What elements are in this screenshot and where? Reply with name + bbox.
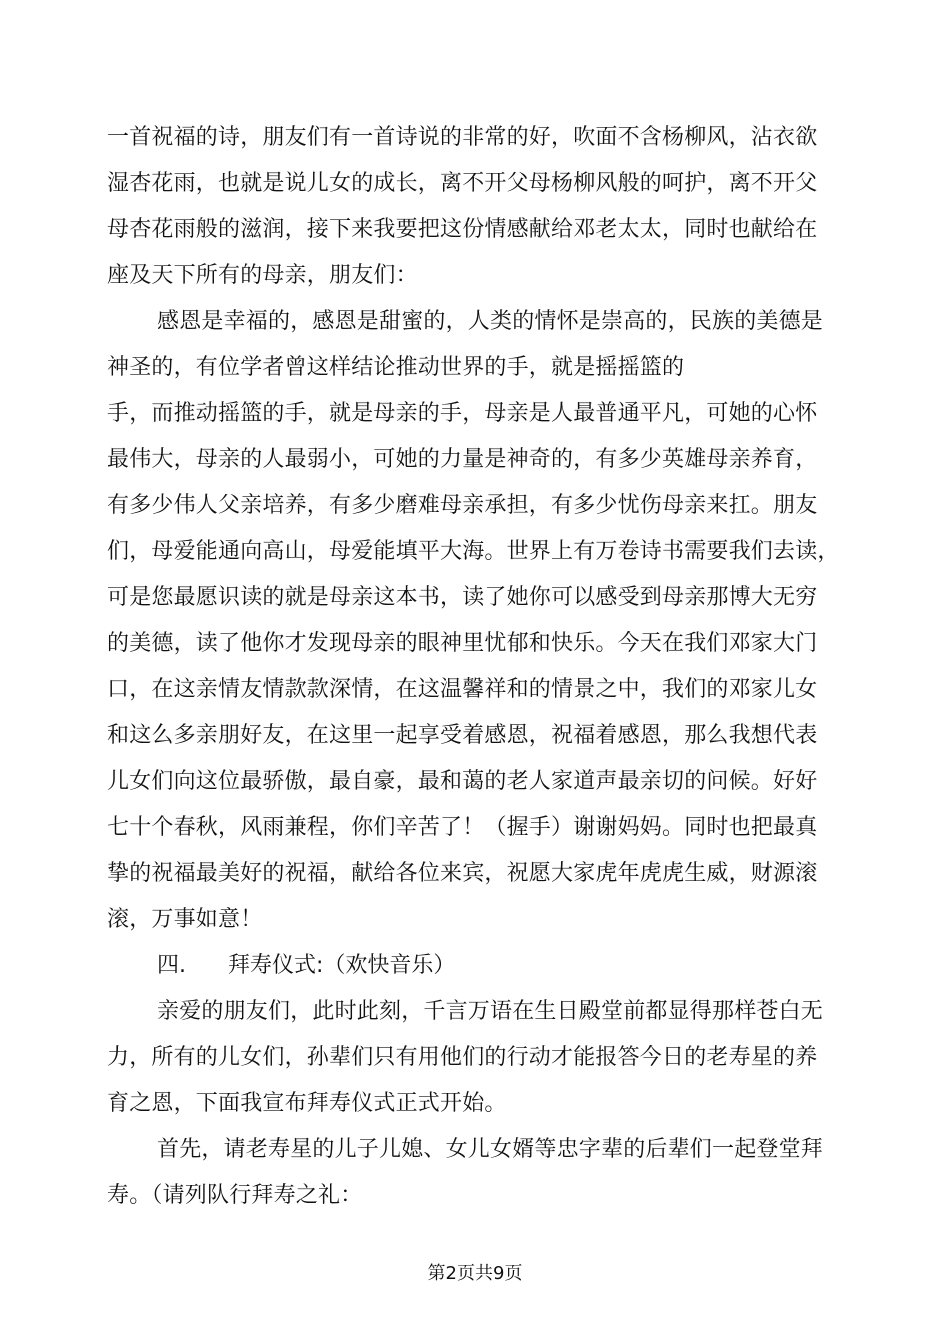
text-line: 可是您最愿识读的就是母亲这本书，读了她你可以感受到母亲那博大无穷 bbox=[107, 585, 818, 610]
text-line: 的美德，读了他你才发现母亲的眼神里忧郁和快乐。今天在我们邓家大门 bbox=[107, 631, 818, 656]
text-line: 儿女们向这位最骄傲，最自豪，最和蔼的老人家道声最亲切的问候。好好 bbox=[107, 769, 818, 794]
text-line: 母杏花雨般的滋润，接下来我要把这份情感献给邓老太太，同时也献给在 bbox=[107, 217, 818, 242]
text-line: 和这么多亲朋好友，在这里一起享受着感恩，祝福着感恩，那么我想代表 bbox=[107, 723, 818, 748]
text-line: 神圣的，有位学者曾这样结论推动世界的手，就是摇摇篮的 bbox=[107, 355, 685, 380]
text-line: 滚，万事如意！ bbox=[107, 907, 263, 932]
section-title: 拜寿仪式:（欢快音乐） bbox=[228, 953, 456, 978]
text-line: 育之恩，下面我宣布拜寿仪式正式开始。 bbox=[107, 1091, 507, 1116]
text-line: 七十个春秋，风雨兼程，你们辛苦了！（握手）谢谢妈妈。同时也把最真 bbox=[107, 815, 818, 840]
paragraph-start-line: 亲爱的朋友们，此时此刻，千言万语在生日殿堂前都显得那样苍白无 bbox=[157, 999, 824, 1024]
text-line: 最伟大，母亲的人最弱小，可她的力量是神奇的，有多少英雄母亲养育， bbox=[107, 447, 818, 472]
text-line: 们，母爱能通向高山，母爱能填平大海。世界上有万卷诗书需要我们去读， bbox=[107, 539, 840, 564]
text-line: 口，在这亲情友情款款深情，在这温馨祥和的情景之中，我们的邓家儿女 bbox=[107, 677, 818, 702]
text-line: 挚的祝福最美好的祝福，献给各位来宾，祝愿大家虎年虎虎生威，财源滚 bbox=[107, 861, 818, 886]
text-line: 湿杏花雨，也就是说儿女的成长，离不开父母杨柳风般的呵护，离不开父 bbox=[107, 171, 818, 196]
text-line: 有多少伟人父亲培养，有多少磨难母亲承担，有多少忧伤母亲来扛。朋友 bbox=[107, 493, 818, 518]
text-line: 寿。（请列队行拜寿之礼： bbox=[107, 1183, 363, 1208]
text-line: 一首祝福的诗，朋友们有一首诗说的非常的好，吹面不含杨柳风，沾衣欲 bbox=[107, 125, 818, 150]
paragraph-start-line: 感恩是幸福的，感恩是甜蜜的，人类的情怀是崇高的，民族的美德是 bbox=[157, 309, 824, 334]
page-number-footer: 第2页共9页 bbox=[427, 1263, 523, 1284]
text-line: 手，而推动摇篮的手，就是母亲的手，母亲是人最普通平凡，可她的心怀 bbox=[107, 401, 818, 426]
text-line: 力，所有的儿女们，孙辈们只有用他们的行动才能报答今日的老寿星的养 bbox=[107, 1045, 818, 1070]
paragraph-start-line: 首先，请老寿星的儿子儿媳、女儿女婿等忠字辈的后辈们一起登堂拜 bbox=[157, 1137, 824, 1162]
section-number: 四. bbox=[157, 953, 186, 978]
text-line: 座及天下所有的母亲，朋友们： bbox=[107, 263, 418, 288]
